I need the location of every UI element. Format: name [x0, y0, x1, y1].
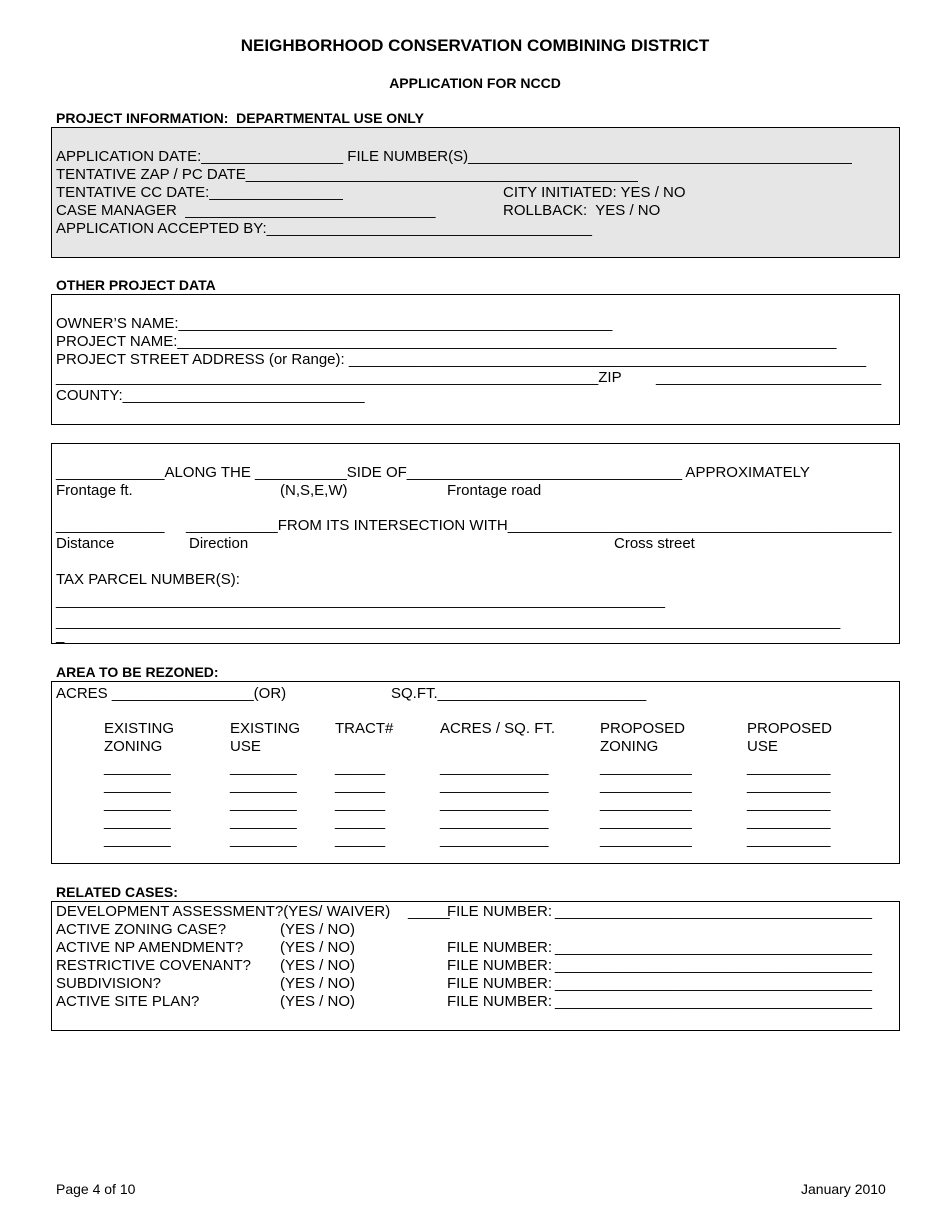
col-existing-use-h1: EXISTING: [230, 720, 301, 737]
cross-street-label: Cross street: [614, 535, 695, 552]
distance-field[interactable]: _____________: [56, 517, 165, 534]
tentative-cc-line[interactable]: TENTATIVE CC DATE:________________: [56, 184, 343, 201]
project-name-field[interactable]: PROJECT NAME:_______________________________________________________________________________: [56, 333, 837, 350]
related-heading: RELATED CASES:: [56, 884, 178, 900]
tax-parcel-label: TAX PARCEL NUMBER(S):: [56, 571, 240, 588]
other-project-heading: OTHER PROJECT DATA: [56, 277, 216, 293]
col-proposed-zoning-h1: PROPOSED: [600, 720, 686, 737]
area-cell-field[interactable]: ______: [335, 777, 386, 794]
related-case-label: ACTIVE ZONING CASE?: [56, 921, 227, 938]
related-case-label: ACTIVE NP AMENDMENT?: [56, 939, 244, 956]
area-cell-field[interactable]: _____________: [440, 795, 549, 812]
area-heading: AREA TO BE REZONED:: [56, 664, 219, 680]
area-cell-field[interactable]: ______: [335, 759, 386, 776]
distance-label: Distance: [56, 535, 115, 552]
frontage-line[interactable]: _____________ALONG THE ___________SIDE OF_________________________________ APPROXIMATELY: [56, 464, 810, 481]
area-cell-field[interactable]: _____________: [440, 813, 549, 830]
tax-parcel-line-2[interactable]: ______________________________________________________________________________________________: [56, 613, 841, 630]
area-cell-field[interactable]: ______: [335, 831, 386, 848]
area-cell-field[interactable]: ________: [230, 813, 297, 830]
area-cell-field[interactable]: ________: [104, 795, 171, 812]
area-cell-field[interactable]: ___________: [600, 759, 692, 776]
file-number-field[interactable]: ______________________________________: [555, 993, 873, 1010]
application-date-line[interactable]: APPLICATION DATE:_________________ FILE NUMBER(S)______________________________________________: [56, 148, 852, 165]
direction-label: Direction: [189, 535, 249, 552]
area-cell-field[interactable]: ___________: [600, 795, 692, 812]
area-cell-field[interactable]: ______: [335, 813, 386, 830]
sqft-field[interactable]: SQ.FT._________________________: [391, 685, 647, 702]
city-initiated[interactable]: CITY INITIATED: YES / NO: [503, 184, 686, 201]
area-cell-field[interactable]: __________: [747, 759, 831, 776]
area-cell-field[interactable]: ________: [230, 777, 297, 794]
owner-name-field[interactable]: OWNER’S NAME:____________________________________________________: [56, 315, 613, 332]
area-cell-field[interactable]: _____________: [440, 831, 549, 848]
area-cell-field[interactable]: ________: [104, 777, 171, 794]
file-number-label: FILE NUMBER:: [447, 903, 553, 920]
area-cell-field[interactable]: ___________: [600, 831, 692, 848]
file-number-field[interactable]: ______________________________________: [555, 957, 873, 974]
area-cell-field[interactable]: __________: [747, 777, 831, 794]
case-manager-line[interactable]: CASE MANAGER ______________________________: [56, 202, 436, 219]
accepted-by-line[interactable]: APPLICATION ACCEPTED BY:_______________________________________: [56, 220, 592, 237]
yes-no-option[interactable]: (YES / NO): [280, 921, 356, 938]
area-cell-field[interactable]: ______: [335, 795, 386, 812]
rollback[interactable]: ROLLBACK: YES / NO: [503, 202, 661, 219]
tentative-zap-line[interactable]: TENTATIVE ZAP / PC DATE_______________________________________________: [56, 166, 638, 183]
col-existing-zoning-h1: EXISTING: [104, 720, 175, 737]
col-proposed-use-h1: PROPOSED: [747, 720, 833, 737]
project-info-heading: PROJECT INFORMATION: DEPARTMENTAL USE ONLY: [56, 110, 424, 126]
col-proposed-use-h2: USE: [747, 738, 778, 755]
street-address-field[interactable]: PROJECT STREET ADDRESS (or Range): ______________________________________________________________: [56, 351, 867, 368]
area-cell-field[interactable]: _____________: [440, 777, 549, 794]
tax-parcel-line-3[interactable]: _: [56, 627, 65, 644]
zip-field[interactable]: ___________________________: [656, 369, 882, 386]
tax-parcel-line-1[interactable]: _________________________________________________________________________: [56, 592, 665, 609]
col-existing-use-h2: USE: [230, 738, 261, 755]
acres-field[interactable]: ACRES _________________(OR): [56, 685, 287, 702]
col-proposed-zoning-h2: ZONING: [600, 738, 659, 755]
nsew-label: (N,S,E,W): [280, 482, 348, 499]
yes-no-option[interactable]: (YES / NO): [280, 957, 356, 974]
file-number-label: FILE NUMBER:: [447, 975, 553, 992]
dev-assessment-field[interactable]: _____: [408, 903, 450, 920]
area-cell-field[interactable]: ___________: [600, 777, 692, 794]
page-subtitle: APPLICATION FOR NCCD: [389, 75, 561, 91]
related-case-label: SUBDIVISION?: [56, 975, 162, 992]
frontage-road-label: Frontage road: [447, 482, 542, 499]
area-cell-field[interactable]: ________: [104, 813, 171, 830]
area-cell-field[interactable]: __________: [747, 813, 831, 830]
page-number: Page 4 of 10: [56, 1181, 136, 1197]
file-number-label: FILE NUMBER:: [447, 957, 553, 974]
file-number-label: FILE NUMBER:: [447, 939, 553, 956]
yes-no-option[interactable]: (YES / NO): [280, 939, 356, 956]
col-tract-h1: TRACT#: [335, 720, 394, 737]
file-number-field[interactable]: ______________________________________: [555, 903, 873, 920]
area-cell-field[interactable]: ________: [230, 795, 297, 812]
area-cell-field[interactable]: ________: [104, 759, 171, 776]
file-number-label: FILE NUMBER:: [447, 993, 553, 1010]
related-case-label: RESTRICTIVE COVENANT?: [56, 957, 252, 974]
dev-assessment-label: DEVELOPMENT ASSESSMENT?(YES/ WAIVER): [56, 903, 391, 920]
col-existing-zoning-h2: ZONING: [104, 738, 163, 755]
area-cell-field[interactable]: __________: [747, 795, 831, 812]
area-cell-field[interactable]: ________: [230, 759, 297, 776]
area-cell-field[interactable]: __________: [747, 831, 831, 848]
area-cell-field[interactable]: ________: [230, 831, 297, 848]
yes-no-option[interactable]: (YES / NO): [280, 975, 356, 992]
col-acres-sqft-h1: ACRES / SQ. FT.: [440, 720, 556, 737]
related-case-label: ACTIVE SITE PLAN?: [56, 993, 200, 1010]
file-number-field[interactable]: ______________________________________: [555, 939, 873, 956]
footer-date: January 2010: [801, 1181, 886, 1197]
area-cell-field[interactable]: ________: [104, 831, 171, 848]
area-cell-field[interactable]: _____________: [440, 759, 549, 776]
area-cell-field[interactable]: ___________: [600, 813, 692, 830]
file-number-field[interactable]: ______________________________________: [555, 975, 873, 992]
address-line-zip[interactable]: _________________________________________________________________ZIP: [56, 369, 622, 386]
page-title: NEIGHBORHOOD CONSERVATION COMBINING DISTRICT: [240, 36, 710, 55]
intersection-line[interactable]: ___________FROM ITS INTERSECTION WITH______________________________________________: [186, 517, 892, 534]
county-field[interactable]: COUNTY:_____________________________: [56, 387, 365, 404]
yes-no-option[interactable]: (YES / NO): [280, 993, 356, 1010]
frontage-ft-label: Frontage ft.: [56, 482, 133, 499]
